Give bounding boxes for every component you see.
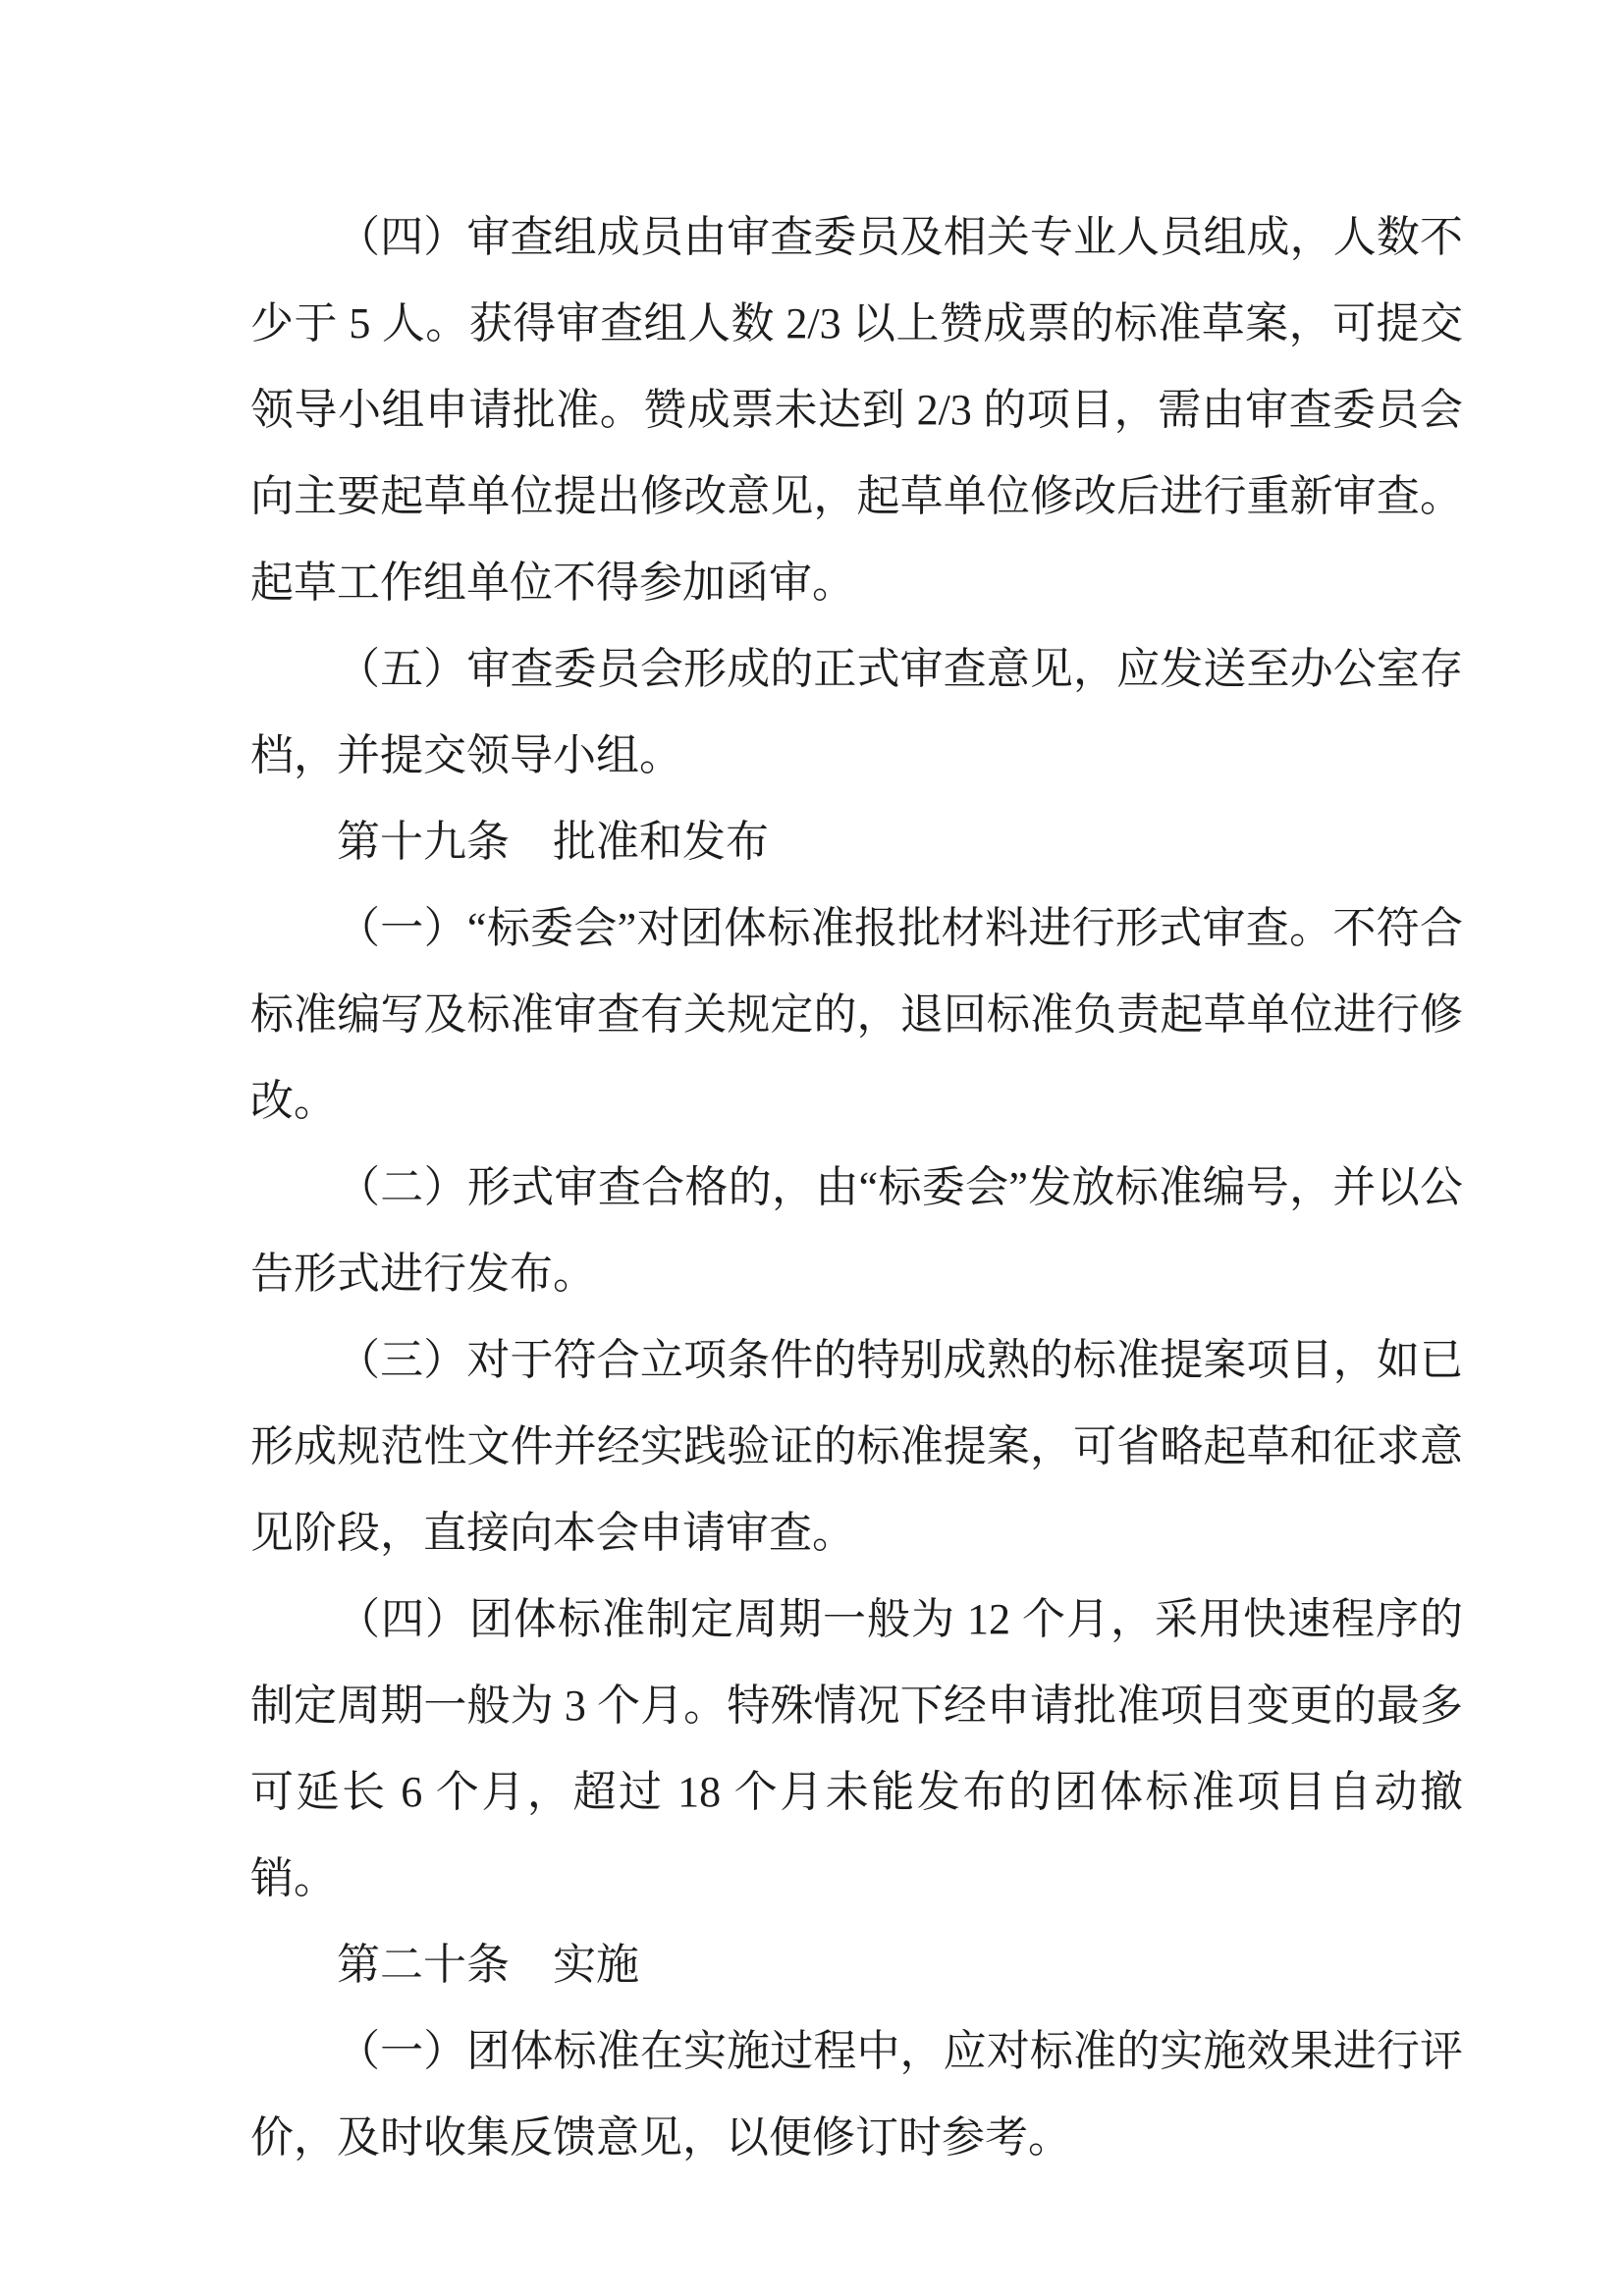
paragraph-item-5-review-opinion: （五）审查委员会形成的正式审查意见，应发送至办公室存档，并提交领导小组。: [250, 645, 1463, 779]
paragraph-item-2-standard-number: （二）形式审查合格的，由“标委会”发放标准编号，并以公告形式进行发布。: [250, 1163, 1463, 1298]
paragraph-item-4-cycle-period: （四）团体标准制定周期一般为 12 个月，采用快速程序的制定周期一般为 3 个月。特殊情况下经申请批准项目变更的最多可延长 6 个月，超过 18 个月未能发布的团体标准项目自动撤销。: [250, 1595, 1463, 1902]
article-heading-20: 第二十条 实施: [337, 1941, 639, 1989]
paragraph-item-1-formal-review: （一）“标委会”对团体标准报批材料进行形式审查。不符合标准编写及标准审查有关规定的，退回标准负责起草单位进行修改。: [250, 904, 1463, 1125]
article-heading-19: 第十九条 批准和发布: [337, 818, 769, 866]
paragraph-item-3-mature-proposal: （三）对于符合立项条件的特别成熟的标准提案项目，如已形成规范性文件并经实践验证的标准提案，可省略起草和征求意见阶段，直接向本会申请审查。: [250, 1336, 1463, 1557]
paragraph-item-4-review-group: （四）审查组成员由审查委员及相关专业人员组成，人数不少于 5 人。获得审查组人数 2/3 以上赞成票的标准草案，可提交领导小组申请批准。赞成票未达到 2/3 的项目，需由审查委员会向主要起草单位提出修改意见，起草单位修改后进行重新审查。起草工作组单位不得参加函审。: [250, 213, 1463, 607]
paragraph-item-1-implementation: （一）团体标准在实施过程中，应对标准的实施效果进行评价，及时收集反馈意见，以便修订时参考。: [250, 2027, 1463, 2162]
